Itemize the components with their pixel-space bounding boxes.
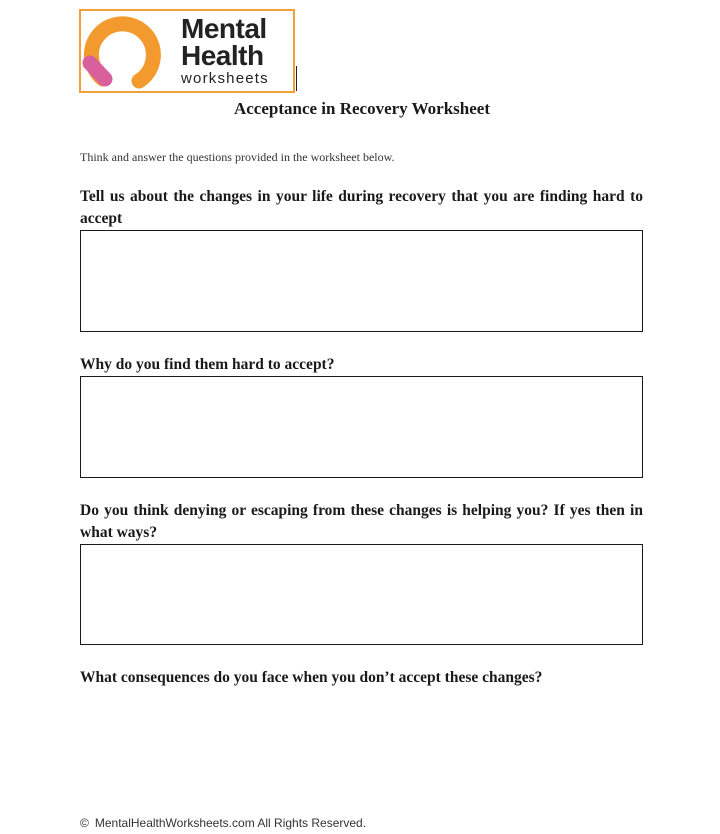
question-2: Why do you find them hard to accept? [80, 356, 335, 373]
answer-box-2[interactable] [80, 376, 643, 478]
question-3: Do you think denying or escaping from these changes is helping you? If yes then in what ways? [80, 502, 643, 541]
copyright-icon: © [80, 816, 89, 830]
copyright-text: MentalHealthWorksheets.com All Rights Reserved. [94, 816, 367, 830]
answer-box-1[interactable] [80, 230, 643, 332]
worksheet-title: Acceptance in Recovery Worksheet [233, 99, 491, 118]
logo-wordmark [181, 15, 269, 88]
logo-text-worksheets: worksheets [181, 70, 269, 87]
question-4: What consequences do you face when you don’t accept these changes? [80, 669, 543, 686]
question-1: Tell us about the changes in your life during recovery that you are finding hard to accept [80, 188, 643, 227]
logo-text-mental: Mental [181, 13, 267, 44]
answer-box-3[interactable] [80, 544, 643, 645]
mental-health-worksheets-logo [79, 9, 295, 93]
worksheet-instructions: Think and answer the questions provided in the worksheet below. [80, 150, 395, 164]
logo-text-health: Health [181, 40, 264, 71]
copyright-footer [80, 815, 366, 831]
text-cursor [296, 66, 297, 91]
